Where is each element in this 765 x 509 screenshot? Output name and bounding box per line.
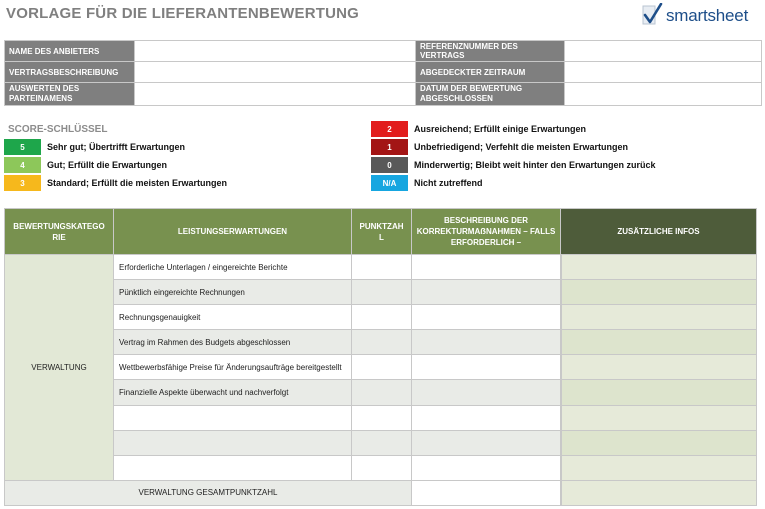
additional-info-cell[interactable]	[561, 280, 757, 305]
smartsheet-logo	[641, 3, 763, 29]
expectation-cell[interactable]	[114, 430, 352, 455]
expectation-cell[interactable]: Rechnungsgenauigkeit	[114, 305, 352, 330]
expectation-cell[interactable]	[114, 455, 352, 480]
table-row	[5, 280, 757, 305]
header-score: PUNKTZAH L	[352, 209, 412, 255]
contract-info-grid	[4, 40, 762, 106]
additional-info-cell[interactable]	[561, 455, 757, 480]
additional-info-cell[interactable]	[561, 430, 757, 455]
table-header-row	[5, 209, 757, 255]
score-key-label: Sehr gut; Übertrifft Erwartungen	[47, 142, 186, 152]
score-key-label: Gut; Erfüllt die Erwartungen	[47, 160, 168, 170]
logo-text: smartsheet	[666, 6, 749, 25]
evaluation-table	[4, 208, 757, 506]
period-field[interactable]	[565, 62, 762, 83]
table-row	[5, 255, 757, 280]
contract-desc-field[interactable]	[135, 62, 416, 83]
page-title: VORLAGE FÜR DIE LIEFERANTENBEWERTUNG	[6, 5, 360, 22]
vendor-name-label: NAME DES ANBIETERS	[5, 41, 135, 62]
corrective-cell[interactable]	[412, 255, 561, 280]
total-additional-cell[interactable]	[561, 480, 757, 505]
score-key-title: SCORE-SCHLÜSSEL	[8, 124, 108, 135]
score-cell[interactable]	[352, 405, 412, 430]
score-swatch: 0	[371, 157, 408, 173]
score-key-entry	[371, 121, 586, 137]
score-cell[interactable]	[352, 430, 412, 455]
score-swatch: 1	[371, 139, 408, 155]
expectation-cell[interactable]: Vertrag im Rahmen des Budgets abgeschlossen	[114, 330, 352, 355]
score-cell[interactable]	[352, 380, 412, 405]
total-row	[5, 480, 757, 505]
table-row	[5, 355, 757, 380]
score-swatch: N/A	[371, 175, 408, 191]
period-label: ABGEDECKTER ZEITRAUM	[416, 62, 565, 83]
category-cell: VERWALTUNG	[5, 255, 114, 481]
expectation-cell[interactable]: Pünktlich eingereichte Rechnungen	[114, 280, 352, 305]
check-mark-icon	[641, 3, 663, 27]
corrective-cell[interactable]	[412, 330, 561, 355]
expectation-cell[interactable]: Finanzielle Aspekte überwacht und nachverfolgt	[114, 380, 352, 405]
total-score-cell[interactable]	[412, 480, 561, 505]
corrective-cell[interactable]	[412, 380, 561, 405]
header-category: BEWERTUNGSKATEGO RIE	[5, 209, 114, 255]
table-row	[5, 330, 757, 355]
corrective-cell[interactable]	[412, 280, 561, 305]
corrective-cell[interactable]	[412, 405, 561, 430]
score-key-label: Minderwertig; Bleibt weit hinter den Erwartungen zurück	[414, 160, 656, 170]
corrective-cell[interactable]	[412, 430, 561, 455]
header-corrective: BESCHREIBUNG DER KORREKTURMAẞNAHMEN – FALLS ERFORDERLICH –	[412, 209, 561, 255]
completed-date-field[interactable]	[565, 83, 762, 106]
score-cell[interactable]	[352, 305, 412, 330]
score-key-label: Unbefriedigend; Verfehlt die meisten Erwartungen	[414, 142, 629, 152]
corrective-cell[interactable]	[412, 305, 561, 330]
completed-date-label: DATUM DER BEWERTUNG ABGESCHLOSSEN	[416, 83, 565, 106]
evaluator-field[interactable]	[135, 83, 416, 106]
expectation-cell[interactable]	[114, 405, 352, 430]
contract-desc-label: VERTRAGSBESCHREIBUNG	[5, 62, 135, 83]
table-row	[5, 305, 757, 330]
score-cell[interactable]	[352, 330, 412, 355]
score-key-label: Nicht zutreffend	[414, 178, 483, 188]
evaluator-label: AUSWERTEN DES PARTEINAMENS	[5, 83, 135, 106]
additional-info-cell[interactable]	[561, 305, 757, 330]
additional-info-cell[interactable]	[561, 330, 757, 355]
header-expectations: LEISTUNGSERWARTUNGEN	[114, 209, 352, 255]
score-swatch: 3	[4, 175, 41, 191]
table-row	[5, 405, 757, 430]
score-key-entry	[4, 139, 185, 155]
score-key-entry	[4, 175, 227, 191]
score-swatch: 5	[4, 139, 41, 155]
score-key-entry	[371, 157, 656, 173]
expectation-cell[interactable]: Erforderliche Unterlagen / eingereichte Berichte	[114, 255, 352, 280]
score-cell[interactable]	[352, 355, 412, 380]
vendor-name-field[interactable]	[135, 41, 416, 62]
score-swatch: 4	[4, 157, 41, 173]
table-row	[5, 430, 757, 455]
total-label: VERWALTUNG GESAMTPUNKTZAHL	[5, 480, 412, 505]
score-cell[interactable]	[352, 280, 412, 305]
score-key-label: Standard; Erfüllt die meisten Erwartungen	[47, 178, 228, 188]
score-key-label: Ausreichend; Erfüllt einige Erwartungen	[414, 124, 587, 134]
score-key-entry	[371, 139, 628, 155]
score-key-entry	[4, 157, 167, 173]
score-cell[interactable]	[352, 255, 412, 280]
score-key-entry	[371, 175, 483, 191]
table-row	[5, 380, 757, 405]
header-additional: ZUSÄTZLICHE INFOS	[561, 209, 757, 255]
score-swatch: 2	[371, 121, 408, 137]
additional-info-cell[interactable]	[561, 380, 757, 405]
additional-info-cell[interactable]	[561, 355, 757, 380]
additional-info-cell[interactable]	[561, 405, 757, 430]
contract-ref-label: REFERENZNUMMER DES VERTRAGS	[416, 41, 565, 62]
score-cell[interactable]	[352, 455, 412, 480]
corrective-cell[interactable]	[412, 455, 561, 480]
additional-info-cell[interactable]	[561, 255, 757, 280]
contract-ref-field[interactable]	[565, 41, 762, 62]
expectation-cell[interactable]: Wettbewerbsfähige Preise für Änderungsaufträge bereitgestellt	[114, 355, 352, 380]
table-row	[5, 455, 757, 480]
corrective-cell[interactable]	[412, 355, 561, 380]
